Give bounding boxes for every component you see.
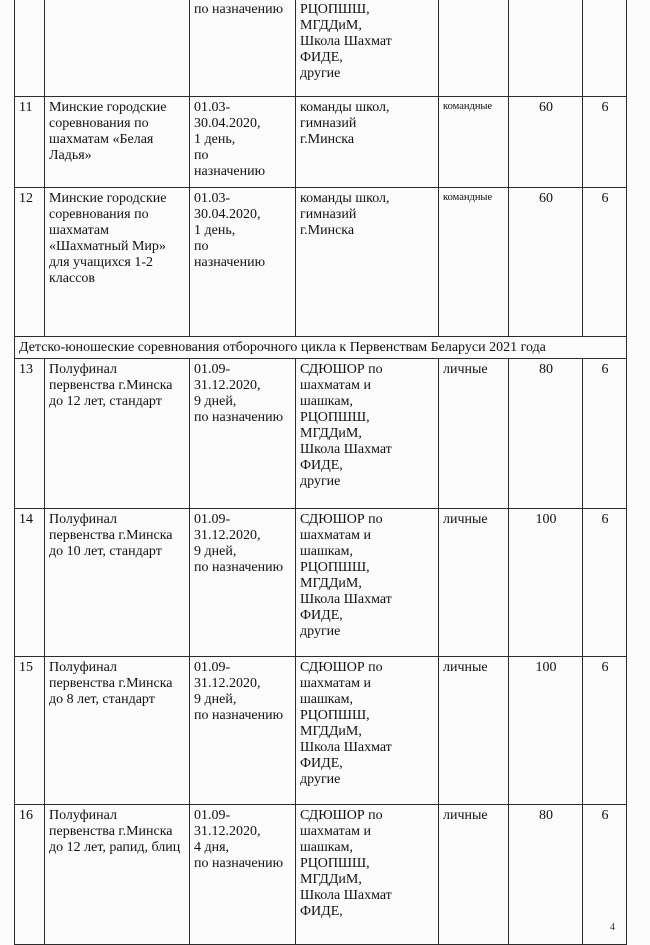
days-count: 6 [583, 188, 627, 337]
organizers: СДЮШОР по шахматам и шашкам, РЦОПШШ, МГДДиМ, Школа Шахмат ФИДЕ, другие [296, 657, 439, 805]
section-header: Детско-юношеские соревнования отборочного цикла к Первенствам Беларуси 2021 года [15, 337, 627, 359]
organizers: команды школ, гимназий г.Минска [296, 97, 439, 188]
competition-name: Минские городские соревнования по шахматам «Шахматный Мир» для учащихся 1-2 классов [45, 188, 190, 337]
competition-type [439, 0, 509, 97]
competition-dates: 01.09- 31.12.2020, 9 дней, по назначению [190, 657, 296, 805]
table-row [15, 657, 627, 805]
row-number: 14 [15, 509, 45, 657]
days-count [583, 0, 627, 97]
competition-name: Полуфинал первенства г.Минска до 12 лет, рапид, блиц [45, 805, 190, 945]
page-number: 4 [610, 922, 615, 933]
participants-count: 100 [509, 657, 583, 805]
competition-type: личные [439, 657, 509, 805]
table-row [15, 359, 627, 509]
competition-name: Полуфинал первенства г.Минска до 10 лет, стандарт [45, 509, 190, 657]
competition-type: командные [439, 188, 509, 337]
days-count: 6 [583, 359, 627, 509]
competition-name [45, 0, 190, 97]
participants-count: 60 [509, 97, 583, 188]
competition-dates: 01.03- 30.04.2020, 1 день, по назначению [190, 97, 296, 188]
row-number: 16 [15, 805, 45, 945]
participants-count: 60 [509, 188, 583, 337]
competition-dates: по назначению [190, 0, 296, 97]
organizers: РЦОПШШ, МГДДиМ, Школа Шахмат ФИДЕ, другие [296, 0, 439, 97]
competition-dates: 01.03- 30.04.2020, 1 день, по назначению [190, 188, 296, 337]
competition-schedule-table [14, 0, 627, 945]
competition-type: личные [439, 359, 509, 509]
competition-type: личные [439, 509, 509, 657]
competition-name: Полуфинал первенства г.Минска до 12 лет, стандарт [45, 359, 190, 509]
competition-name: Полуфинал первенства г.Минска до 8 лет, стандарт [45, 657, 190, 805]
row-number: 11 [15, 97, 45, 188]
participants-count: 100 [509, 509, 583, 657]
competition-name: Минские городские соревнования по шахматам «Белая Ладья» [45, 97, 190, 188]
row-number: 13 [15, 359, 45, 509]
days-count: 6 [583, 657, 627, 805]
competition-dates: 01.09- 31.12.2020, 9 дней, по назначению [190, 359, 296, 509]
section-header-row [15, 337, 627, 359]
table-row [15, 0, 627, 97]
organizers: команды школ, гимназий г.Минска [296, 188, 439, 337]
competition-dates: 01.09- 31.12.2020, 4 дня, по назначению [190, 805, 296, 945]
row-number [15, 0, 45, 97]
organizers: СДЮШОР по шахматам и шашкам, РЦОПШШ, МГДДиМ, Школа Шахмат ФИДЕ, другие [296, 359, 439, 509]
participants-count: 80 [509, 805, 583, 945]
days-count: 6 [583, 805, 627, 945]
competition-type: командные [439, 97, 509, 188]
table-row [15, 188, 627, 337]
organizers: СДЮШОР по шахматам и шашкам, РЦОПШШ, МГДДиМ, Школа Шахмат ФИДЕ, другие [296, 509, 439, 657]
participants-count: 80 [509, 359, 583, 509]
organizers: СДЮШОР по шахматам и шашкам, РЦОПШШ, МГДДиМ, Школа Шахмат ФИДЕ, [296, 805, 439, 945]
row-number: 15 [15, 657, 45, 805]
competition-type: личные [439, 805, 509, 945]
table-row [15, 97, 627, 188]
competition-dates: 01.09- 31.12.2020, 9 дней, по назначению [190, 509, 296, 657]
row-number: 12 [15, 188, 45, 337]
table-row [15, 805, 627, 945]
table-row [15, 509, 627, 657]
participants-count [509, 0, 583, 97]
days-count: 6 [583, 509, 627, 657]
days-count: 6 [583, 97, 627, 188]
